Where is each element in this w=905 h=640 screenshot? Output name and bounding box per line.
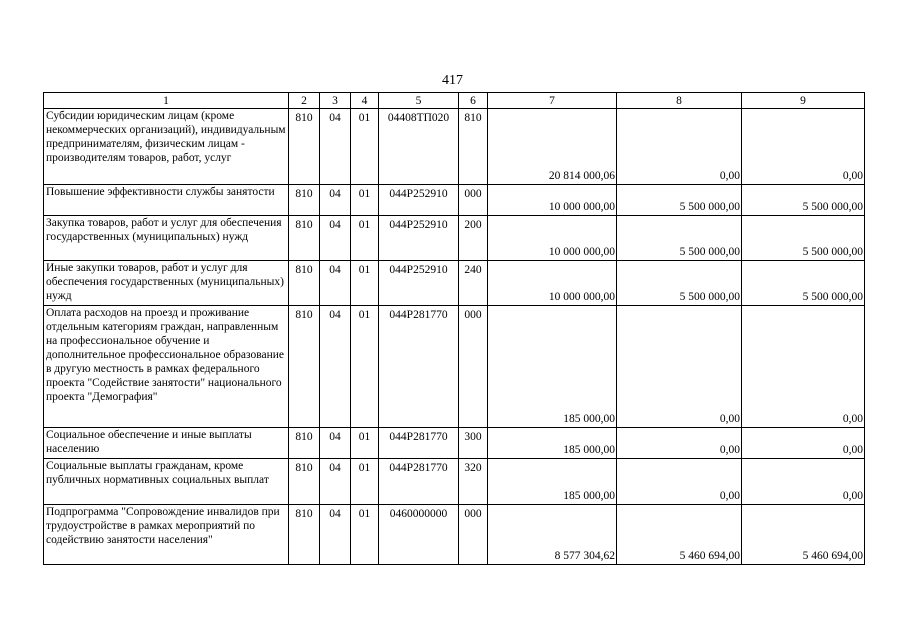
code-cell: 810: [289, 459, 320, 505]
table-row: [44, 216, 865, 261]
code-cell: 810: [289, 109, 320, 185]
code-cell: 810: [289, 261, 320, 306]
row-name: Оплата расходов на проезд и проживание отдельным категориям граждан, направленным на профессиональное обучение и дополнительное профессиональное образование в другую местность в рамках федерального проекта "Содействие занятости" национального проекта "Демография": [44, 306, 289, 428]
amount-cell: 8 577 304,62: [488, 505, 617, 565]
code-cell: 04: [320, 505, 351, 565]
row-name: Социальное обеспечение и иные выплаты населению: [44, 428, 289, 459]
row-name: Субсидии юридическим лицам (кроме некоммерческих организаций), индивидуальным предпринимателям, физическим лицам - производителям товаров, работ, услуг: [44, 109, 289, 185]
code-cell: 044Р281770: [379, 428, 459, 459]
amount-cell: 0,00: [617, 109, 742, 185]
table-row: [44, 185, 865, 216]
amount-cell: 0,00: [742, 459, 865, 505]
column-header: 5: [379, 93, 459, 109]
table-row: [44, 505, 865, 565]
column-header: 1: [44, 93, 289, 109]
code-cell: 04: [320, 216, 351, 261]
code-cell: 000: [459, 505, 488, 565]
amount-cell: 0,00: [742, 428, 865, 459]
code-cell: 320: [459, 459, 488, 505]
code-cell: 240: [459, 261, 488, 306]
code-cell: 000: [459, 306, 488, 428]
code-cell: 810: [289, 428, 320, 459]
amount-cell: 0,00: [617, 306, 742, 428]
code-cell: 810: [289, 505, 320, 565]
code-cell: 044Р281770: [379, 459, 459, 505]
amount-cell: 5 500 000,00: [742, 261, 865, 306]
code-cell: 044Р281770: [379, 306, 459, 428]
code-cell: 01: [351, 109, 379, 185]
row-name: Повышение эффективности службы занятости: [44, 185, 289, 216]
amount-cell: 5 460 694,00: [742, 505, 865, 565]
table-row: [44, 261, 865, 306]
code-cell: 810: [459, 109, 488, 185]
amount-cell: 185 000,00: [488, 459, 617, 505]
row-name: Подпрограмма "Сопровождение инвалидов при трудоустройстве в рамках мероприятий по содействию занятости населения": [44, 505, 289, 565]
code-cell: 01: [351, 459, 379, 505]
code-cell: 01: [351, 261, 379, 306]
code-cell: 0460000000: [379, 505, 459, 565]
table-row: [44, 306, 865, 428]
amount-cell: 10 000 000,00: [488, 216, 617, 261]
code-cell: 810: [289, 216, 320, 261]
column-header: 6: [459, 93, 488, 109]
column-header: 9: [742, 93, 865, 109]
amount-cell: 185 000,00: [488, 306, 617, 428]
amount-cell: 0,00: [742, 109, 865, 185]
column-header: 8: [617, 93, 742, 109]
code-cell: 810: [289, 185, 320, 216]
code-cell: 044Р252910: [379, 261, 459, 306]
code-cell: 04: [320, 185, 351, 216]
amount-cell: 5 500 000,00: [617, 185, 742, 216]
amount-cell: 0,00: [742, 306, 865, 428]
amount-cell: 185 000,00: [488, 428, 617, 459]
code-cell: 810: [289, 306, 320, 428]
column-header: 4: [351, 93, 379, 109]
amount-cell: 10 000 000,00: [488, 261, 617, 306]
code-cell: 01: [351, 306, 379, 428]
table-row: [44, 459, 865, 505]
amount-cell: 0,00: [617, 428, 742, 459]
code-cell: 200: [459, 216, 488, 261]
code-cell: 04: [320, 306, 351, 428]
row-name: Закупка товаров, работ и услуг для обеспечения государственных (муниципальных) нужд: [44, 216, 289, 261]
code-cell: 300: [459, 428, 488, 459]
table-row: [44, 428, 865, 459]
amount-cell: 5 500 000,00: [617, 261, 742, 306]
code-cell: 000: [459, 185, 488, 216]
amount-cell: 0,00: [617, 459, 742, 505]
column-header: 2: [289, 93, 320, 109]
table-row: [44, 109, 865, 185]
code-cell: 044Р252910: [379, 185, 459, 216]
row-name: Социальные выплаты гражданам, кроме публичных нормативных социальных выплат: [44, 459, 289, 505]
code-cell: 04: [320, 459, 351, 505]
amount-cell: 5 460 694,00: [617, 505, 742, 565]
code-cell: 04408ТП020: [379, 109, 459, 185]
code-cell: 04: [320, 261, 351, 306]
code-cell: 04: [320, 428, 351, 459]
code-cell: 01: [351, 428, 379, 459]
column-header: 7: [488, 93, 617, 109]
header-row: [44, 93, 865, 109]
code-cell: 04: [320, 109, 351, 185]
amount-cell: 5 500 000,00: [742, 185, 865, 216]
code-cell: 01: [351, 216, 379, 261]
amount-cell: 20 814 000,06: [488, 109, 617, 185]
column-header: 3: [320, 93, 351, 109]
budget-table: [43, 92, 865, 565]
code-cell: 044Р252910: [379, 216, 459, 261]
amount-cell: 5 500 000,00: [617, 216, 742, 261]
code-cell: 01: [351, 185, 379, 216]
code-cell: 01: [351, 505, 379, 565]
amount-cell: 5 500 000,00: [742, 216, 865, 261]
page-number: 417: [442, 73, 463, 88]
amount-cell: 10 000 000,00: [488, 185, 617, 216]
row-name: Иные закупки товаров, работ и услуг для обеспечения государственных (муниципальных) нужд: [44, 261, 289, 306]
